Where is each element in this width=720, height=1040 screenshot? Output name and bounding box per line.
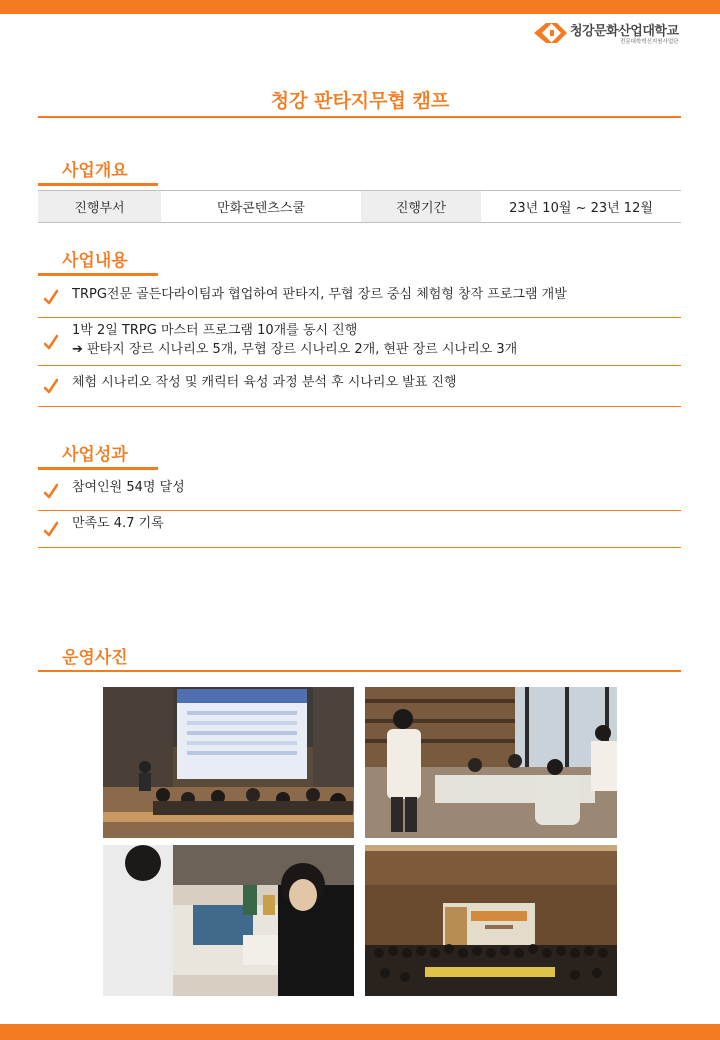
content-item-text: 체험 시나리오 작성 및 캐릭터 육성 과정 분석 후 시나리오 발표 진행 — [72, 375, 457, 390]
bottom-accent-bar — [0, 1024, 720, 1040]
content-item-2 — [38, 318, 681, 366]
content-item-1 — [38, 277, 681, 318]
page-title: 청강 판타지무협 캠프 — [270, 90, 450, 112]
results-item-2 — [38, 511, 681, 548]
results-item-text: 참여인원 54명 달성 — [72, 480, 185, 495]
results-heading-underline — [38, 467, 158, 470]
results-item-text: 만족도 4.7 기록 — [72, 516, 164, 531]
dept-label: 진행부서 — [38, 191, 161, 222]
overview-table — [38, 190, 681, 223]
period-label: 진행기간 — [361, 191, 481, 222]
checkmark-icon — [44, 289, 58, 305]
checkmark-icon — [44, 521, 58, 537]
logo-subtitle: 전문대학혁신지원사업단 — [620, 39, 679, 45]
photos-heading: 운영사진 — [62, 648, 128, 668]
checkmark-icon — [44, 378, 58, 394]
ck-logo-icon — [532, 21, 568, 45]
logo-name: 청강문화산업대학교 — [570, 24, 679, 39]
photo-lecture-hall — [103, 687, 354, 838]
content-item-text: TRPG전문 골든다라이팀과 협업하여 판타지, 무협 장르 중심 체험형 창작 프로그램 개발 — [72, 287, 567, 302]
checkmark-icon — [44, 334, 58, 350]
content-heading-underline — [38, 273, 158, 276]
title-divider — [38, 116, 681, 118]
content-item-3 — [38, 366, 681, 407]
photos-heading-underline — [38, 670, 681, 672]
content-heading: 사업내용 — [62, 251, 128, 271]
university-logo — [532, 20, 712, 46]
checkmark-icon — [44, 483, 58, 499]
results-heading: 사업성과 — [62, 445, 128, 465]
period-value: 23년 10월 ~ 23년 12월 — [481, 191, 681, 222]
top-accent-bar — [0, 0, 720, 14]
results-item-1 — [38, 471, 681, 511]
overview-heading: 사업개요 — [62, 161, 128, 181]
photo-group-auditorium — [365, 845, 617, 996]
content-item-subtext: ➔ 판타지 장르 시나리오 5개, 무협 장르 시나리오 2개, 현판 장르 시나리오 3개 — [72, 342, 518, 357]
overview-heading-underline — [38, 183, 158, 186]
content-item-text: 1박 2일 TRPG 마스터 프로그램 10개를 동시 진행 — [72, 323, 358, 338]
photo-students-table — [103, 845, 354, 996]
photo-library-presentation — [365, 687, 617, 838]
dept-value: 만화콘텐츠스쿨 — [161, 191, 361, 222]
